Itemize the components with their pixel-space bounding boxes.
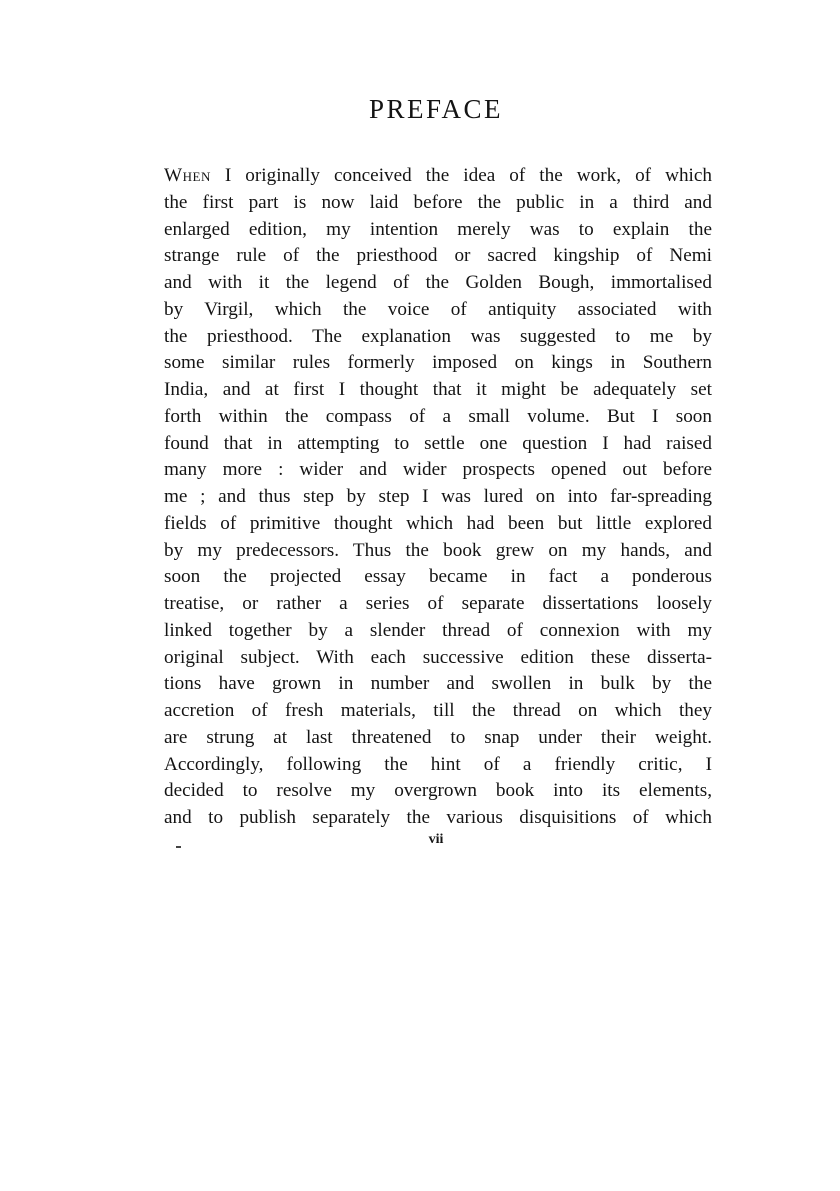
text-line-2: the first part is now laid before the public in a third and	[164, 191, 712, 213]
text-line-22: are strung at last threatened to snap under their weight.	[164, 726, 712, 748]
text-line-6: by Virgil, which the voice of antiquity associated with	[164, 298, 712, 320]
page-number: vii	[428, 832, 444, 847]
text-line-3: enlarged edition, my intention merely was to explain the	[164, 218, 712, 240]
text-line-19: original subject. With each successive edition these disserta-	[164, 646, 712, 668]
text-line-17: treatise, or rather a series of separate dissertations loosely	[164, 593, 712, 614]
text-line-1	[164, 163, 712, 190]
text-line-18: linked together by a slender thread of connexion with my	[164, 619, 712, 641]
text-line-14: fields of primitive thought which had been but little explored	[164, 512, 712, 534]
text-line-9: India, and at first I thought that it might be adequately set	[164, 379, 712, 400]
preface-body	[164, 163, 712, 832]
text-line-7: the priesthood. The explanation was suggested to me by	[164, 325, 712, 347]
text-line-11: found that in attempting to settle one question I had raised	[164, 432, 712, 454]
text-line-8: some similar rules formerly imposed on kings in Southern	[164, 352, 712, 374]
text-line-20: tions have grown in number and swollen in bulk by the	[164, 673, 712, 695]
text-line-25: and to publish separately the various disquisitions of which	[164, 807, 712, 828]
text-line-13: me ; and thus step by step I was lured on into far-spreading	[164, 486, 712, 507]
text-line-10: forth within the compass of a small volume. But I soon	[164, 405, 712, 427]
text-line-4: strange rule of the priesthood or sacred kingship of Nemi	[164, 245, 712, 267]
opening-word: When	[164, 165, 211, 186]
page-title: PREFACE	[368, 94, 504, 124]
text-line-24: decided to resolve my overgrown book into its elements,	[164, 780, 712, 802]
text-line-15: by my predecessors. Thus the book grew on my hands, and	[164, 539, 712, 561]
text-line-23: Accordingly, following the hint of a friendly critic, I	[164, 753, 712, 775]
text-line-21: accretion of fresh materials, till the thread on which they	[164, 700, 712, 721]
text-line-1-rest: I originally conceived the idea of the work, of which	[210, 165, 712, 186]
text-line-5: and with it the legend of the Golden Bough, immortalised	[164, 272, 712, 293]
text-line-12: many more : wider and wider prospects opened out before	[164, 459, 712, 481]
text-line-16: soon the projected essay became in fact a ponderous	[164, 566, 712, 588]
